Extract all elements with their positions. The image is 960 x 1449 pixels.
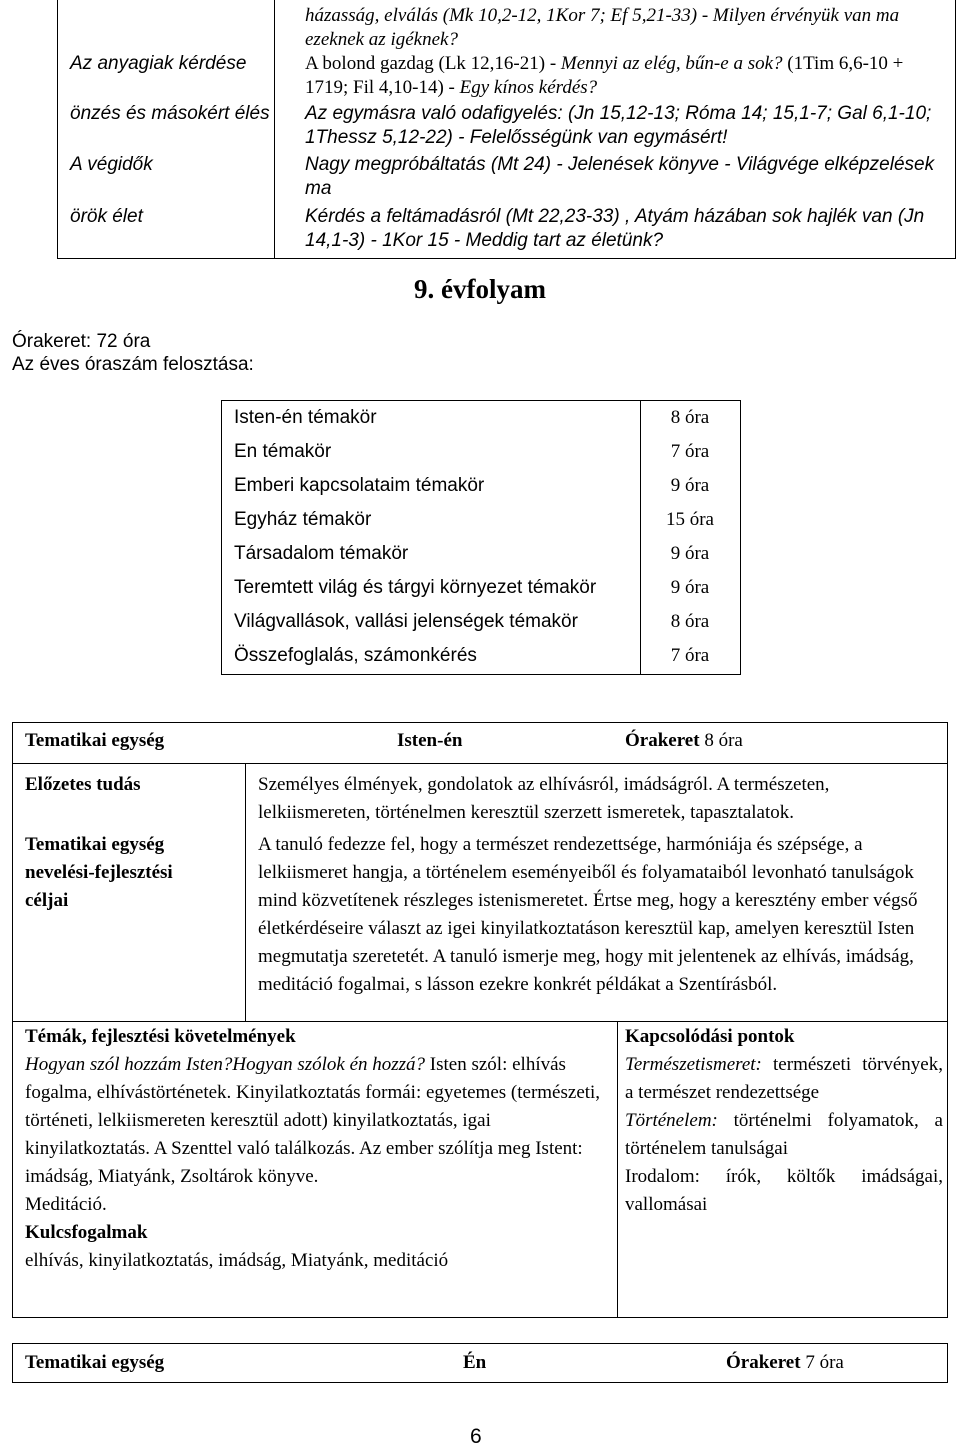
links-label: Kapcsolódási pontok (625, 1026, 795, 1047)
hours-value: 7 óra (805, 1352, 844, 1373)
unit-label: Tematikai egység (25, 1352, 165, 1373)
theme-name: Emberi kapcsolataim témakör (234, 475, 485, 496)
theme-name: En témakör (234, 441, 332, 462)
table-row (222, 435, 740, 469)
table-row (222, 571, 740, 605)
topics-text (25, 1051, 610, 1191)
links-section (625, 1023, 943, 1219)
unit-label: Tematikai egység (25, 730, 165, 751)
hours-value: 8 óra (704, 730, 743, 751)
topics-body: Isten szól: elhívás fogalma, elhívástörténetek. Kinyilatkoztatás formái: egyetemes (természeti, történeti, lelkiismereten keresztül adott) kinyilatkoztatás, igai kinyilatkoztatás. A Szenttel való találkozás. Az ember szólítja meg Istent: imádság, Miatyánk, Zsoltárok könyve. (25, 1054, 601, 1187)
theme-name: Isten-én témakör (234, 407, 377, 428)
unit-name: Én (463, 1352, 487, 1373)
goals-label-line: céljai (25, 890, 69, 911)
thematic-unit-table (12, 1343, 948, 1383)
links-item (625, 1107, 943, 1163)
hours-info (12, 330, 254, 376)
table-divider (13, 763, 947, 764)
topics-table (57, 0, 956, 259)
unit-name: Isten-én (397, 730, 463, 751)
topic-text: Kérdés a feltámadásról (Mt 22,23-33) , Atyám házában sok hajlék van (Jn 14,1-3) - 1Kor 15 - Meddig tart az életünk? (305, 206, 925, 251)
topics-questions: Hogyan szól hozzám Isten?Hogyan szólok én hozzá? (25, 1054, 426, 1075)
table-row (222, 605, 740, 639)
links-item: Irodalom: írók, költők imádságai, vallomásai (625, 1166, 943, 1215)
topic-text-italic: Egy kínos kérdés? (459, 77, 598, 98)
prior-knowledge-label: Előzetes tudás (25, 774, 141, 795)
page-number: 6 (470, 1425, 482, 1448)
year-title: 9. évfolyam (414, 274, 546, 304)
goals-label-line: Tematikai egység (25, 834, 165, 855)
hours-label: Órakeret (726, 1352, 801, 1373)
topic-text: Nagy megpróbáltatás (Mt 24) - Jelenések könyve - Világvége elképzelések ma (305, 154, 935, 199)
theme-hours: 8 óra (670, 407, 710, 428)
table-divider (13, 1021, 947, 1022)
table-divider (617, 1021, 618, 1318)
theme-hours: 7 óra (670, 441, 710, 462)
theme-name: Egyház témakör (234, 509, 372, 530)
key-concepts-label: Kulcsfogalmak (25, 1222, 148, 1243)
topics-section (25, 1023, 610, 1275)
theme-hours: 15 óra (665, 509, 714, 530)
hours-table (221, 400, 741, 675)
hours-total: Órakeret: 72 óra (12, 331, 151, 352)
table-divider (245, 763, 246, 1021)
table-row (222, 537, 740, 571)
links-subject: Természetismeret: (625, 1054, 762, 1075)
topic-label: Az anyagiak kérdése (70, 53, 247, 74)
links-subject: Történelem: (625, 1110, 718, 1131)
topic-text: házasság, elválás (Mk 10,2-12, 1Kor 7; Ef 5,21-33) - Milyen érvényük van ma ezeknek az igéknek? (305, 5, 900, 50)
table-row (222, 469, 740, 503)
links-item (625, 1051, 943, 1107)
theme-name: Összefoglalás, számonkérés (234, 645, 477, 666)
hours-distribution-label: Az éves óraszám felosztása: (12, 354, 254, 375)
theme-name: Társadalom témakör (234, 543, 409, 564)
theme-name: Teremtett világ és tárgyi környezet témakör (234, 577, 597, 598)
prior-knowledge-text: Személyes élmények, gondolatok az elhívásról, imádságról. A természeten, lelkiismereten, történelmen keresztül szerzett ismeretek, tapasztalatok. (258, 774, 830, 823)
theme-hours: 9 óra (670, 543, 710, 564)
table-row (222, 639, 740, 673)
table-divider (274, 0, 275, 258)
topic-text: Az egymásra való odafigyelés: (Jn 15,12-13; Róma 14; 15,1-7; Gal 6,1-10; 1Thessz 5,12-22) - Felelősségünk van egymásért! (305, 103, 932, 148)
topics-meditation: Meditáció. (25, 1194, 107, 1215)
topic-label: önzés és másokért élés (70, 103, 270, 124)
hours-label: Órakeret (625, 730, 700, 751)
theme-name: Világvallások, vallási jelenségek témakör (234, 611, 578, 632)
unit-hours (625, 727, 743, 755)
table-row (222, 503, 740, 537)
topic-text: A bolond gazdag (Lk 12,16-21) - Mennyi az elég, bűn-e a sok? (1Tim 6,6-10 + 1719; Fil 4,10-14) - Egy kínos kérdés? (305, 53, 904, 98)
theme-hours: 8 óra (670, 611, 710, 632)
links-text: természeti törvények, a természet rendezettsége (625, 1054, 943, 1103)
topics-label: Témák, fejlesztési követelmények (25, 1026, 296, 1047)
theme-hours: 9 óra (670, 475, 710, 496)
goals-label (25, 831, 173, 915)
thematic-unit-table (12, 722, 948, 1318)
goals-label-line: nevelési-fejlesztési (25, 862, 173, 883)
theme-hours: 9 óra (670, 577, 710, 598)
table-row (222, 401, 740, 435)
goals-text: A tanuló fedezze fel, hogy a természet rendezettsége, harmóniája és szépsége, a lelkiismeret hangja, a történelem eseményeiből és folyamataiból levonható tanulságok mind közvetítenek részleges istenismeretet. Értse meg, hogy a keresztény ember végső életkérdéseire választ az igei kinyilatkoztatáson keresztül kap, amelyen keresztül Isten megmutatja szeretetét. A tanuló ismerje meg, hogy mit jelentenek az elhívás, imádság, meditáció fogalmai, s lásson ezekre konkrét példákat a Szentírásból. (258, 834, 918, 995)
theme-hours: 7 óra (670, 645, 710, 666)
unit-hours (726, 1349, 844, 1377)
topic-label: örök élet (70, 206, 143, 227)
topic-text-italic: Mennyi az elég, bűn-e a sok? (560, 53, 783, 74)
links-text: történelmi folyamatok, a történelem tanulságai (625, 1110, 943, 1159)
topic-label: A végidők (70, 154, 153, 175)
key-concepts-text: elhívás, kinyilatkoztatás, imádság, Miatyánk, meditáció (25, 1250, 449, 1271)
